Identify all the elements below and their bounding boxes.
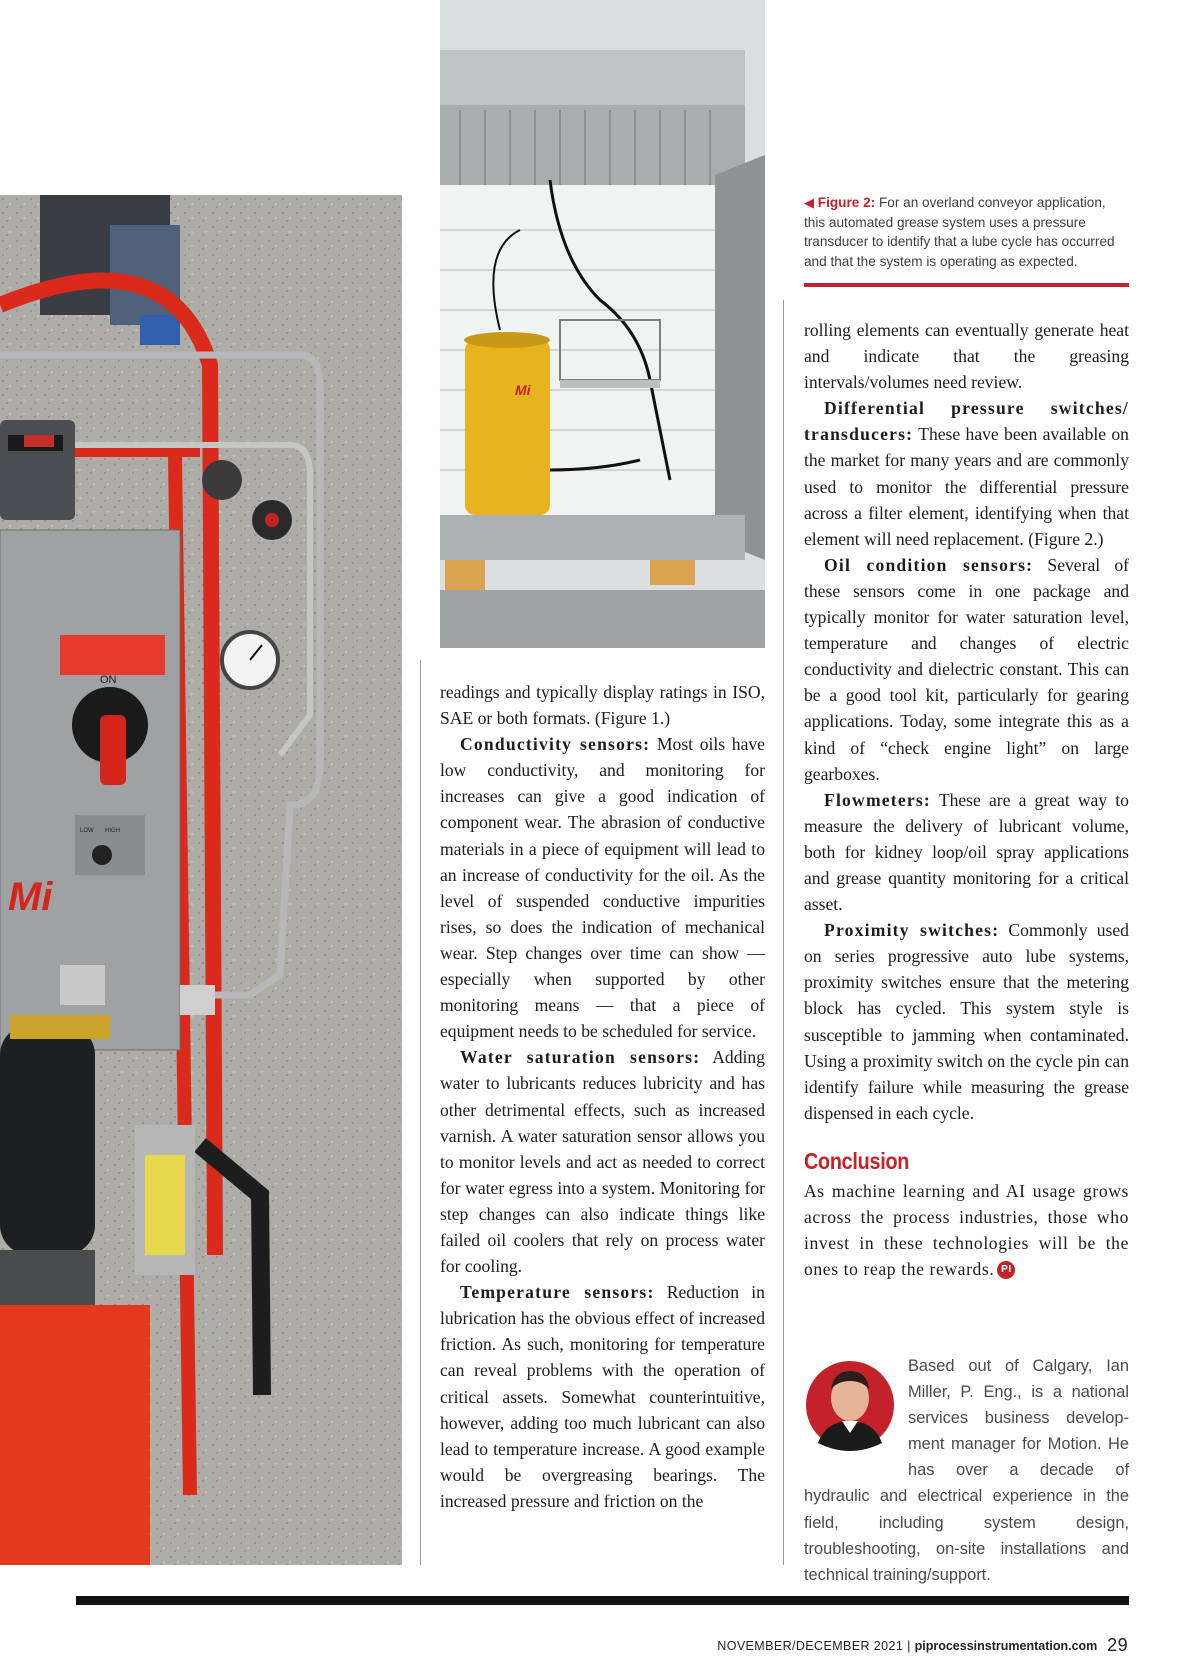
paragraph-text: rolling elements can eventually generate heat and indicate that the greasing intervals/volumes need review. bbox=[804, 320, 1129, 393]
paragraph-differential-pressure bbox=[804, 395, 1129, 552]
filter-cart-illustration bbox=[0, 195, 402, 1565]
subhead-oil-condition: Oil condition sensors: bbox=[824, 554, 1034, 575]
paragraph-temperature bbox=[440, 1279, 765, 1514]
paragraph-text: Most oils have low conductivity, and monitoring for increases can give a good indication of component wear. The abrasion of conductive materials in a piece of equipment will lead to an increase of conductivity for the oil. As the level of suspended conductive impurities rises, so does the indication of mechanical wear. Step changes over time can show — especially when supported by other monitoring means — that a piece of equipment needs to be scheduled for service. bbox=[440, 734, 765, 1042]
column-divider-right bbox=[783, 300, 784, 1565]
figure2-caption bbox=[804, 193, 1129, 271]
footer-issue: NOVEMBER/DECEMBER 2021 | bbox=[717, 1639, 911, 1653]
footer-site-link[interactable]: piprocessinstrumentation.com bbox=[914, 1639, 1098, 1653]
caption-figure-label: Figure 2: bbox=[817, 195, 876, 210]
paragraph-conclusion bbox=[804, 1178, 1129, 1282]
paragraph-text: Several of these sensors come in one package and typically monitor for water saturation level, temperature and changes of electric conductivity and dielectric constant. This can be a good tool kit, particularly for gearing applications. Today, some integrate this as a kind of “check engine light” on large gearboxes. bbox=[804, 554, 1129, 784]
column-divider-left bbox=[420, 660, 421, 1565]
paragraph-flowmeters bbox=[804, 787, 1129, 917]
paragraph-rolling-elements bbox=[804, 317, 1129, 395]
grease-enclosure-illustration bbox=[440, 0, 765, 648]
paragraph-text: Adding water to lubricants reduces lubricity and has other detrimental effects, such as increased varnish. A water saturation sensor allows you to monitor levels and act as needed to correct for water egress into a system. Monitoring for step changes can also indicate things like failed oil coolers that rely on process water for cooling. bbox=[440, 1047, 765, 1277]
paragraph-text: As machine learning and AI usage grows across the process industries, those who invest in these technologies will be the ones to reap the rewards. bbox=[804, 1181, 1129, 1280]
paragraph-conductivity bbox=[440, 731, 765, 1044]
subhead-temperature: Temperature sensors: bbox=[460, 1282, 655, 1303]
author-bio bbox=[804, 1353, 1129, 1588]
paragraph-text: These are a great way to measure the delivery of lubricant volume, both for kidney loop/oil spray applications and grease quantity monitoring for a critical asset. bbox=[804, 789, 1129, 915]
switch-high-label: HIGH bbox=[105, 828, 120, 834]
paragraph-proximity bbox=[804, 917, 1129, 1126]
subhead-water-saturation: Water saturation sensors: bbox=[460, 1047, 701, 1068]
tank-brand-logo: Mi bbox=[515, 382, 531, 398]
cart-brand-sticker: Mi bbox=[8, 875, 53, 919]
switch-low-label: LOW bbox=[80, 828, 94, 834]
subhead-proximity: Proximity switches: bbox=[824, 920, 1000, 941]
column-right bbox=[804, 317, 1129, 1282]
paragraph-text: Reduction in lubrication has the obvious effect of increased friction. As such, monitoring for temperature can reveal problems with the operation of critical assets. Somewhat counterintuitive, however, adding too much lubricant can also lead to temperature increase. A good example would be overgreasing bearings. The increased pressure and friction on the bbox=[440, 1282, 765, 1511]
subhead-conductivity: Conductivity sensors: bbox=[460, 734, 651, 755]
caption-arrow-icon: ◀ bbox=[804, 195, 814, 210]
caption-text: For an overland conveyor application, this automated grease system uses a pressure transducer to identify that a lube cycle has occurred and that the system is operating as expected. bbox=[804, 195, 1115, 269]
pi-end-mark-icon: PI bbox=[997, 1261, 1015, 1279]
paragraph-water-saturation bbox=[440, 1044, 765, 1279]
page-footer bbox=[717, 1635, 1128, 1656]
figure1-photo bbox=[0, 195, 402, 1565]
page-number: 29 bbox=[1107, 1635, 1128, 1655]
paragraph-text: readings and typically display ratings in ISO, SAE or both formats. (Figure 1.) bbox=[440, 682, 765, 729]
paragraph-oil-condition bbox=[804, 552, 1129, 787]
subhead-differential-pressure: Differential pressure switches/ transducers: bbox=[804, 398, 1129, 445]
paragraph-readings bbox=[440, 679, 765, 731]
author-avatar bbox=[804, 1353, 896, 1459]
paragraph-text: These have been available on the market for many years and are commonly used to monitor the differential pressure across a filter element, identifying when that element will need replacement. (Figure 2.) bbox=[804, 424, 1129, 549]
bio-text: Based out of Calgary, Ian Miller, P. Eng., is a national services business development manager for Motion. He has over a decade of hydraulic and electrical experience in the field, including system design, troubleshooting, on-site installations and technical training/support. bbox=[804, 1357, 1129, 1584]
figure2-photo bbox=[440, 0, 765, 648]
paragraph-text: Commonly used on series progressive auto lube systems, proximity switches ensure that the metering block has cycled. This system style is susceptible to jamming when contaminated. Using a proximity switch on the cycle pin can identify failure while measuring the grease dispensed in each cycle. bbox=[804, 920, 1129, 1123]
footer-rule bbox=[76, 1596, 1129, 1605]
column-middle bbox=[440, 679, 765, 1514]
conclusion-heading: Conclusion bbox=[804, 1147, 910, 1174]
caption-rule bbox=[804, 283, 1129, 287]
subhead-flowmeters: Flowmeters: bbox=[824, 789, 931, 810]
dial-on-label: ON bbox=[100, 674, 117, 686]
